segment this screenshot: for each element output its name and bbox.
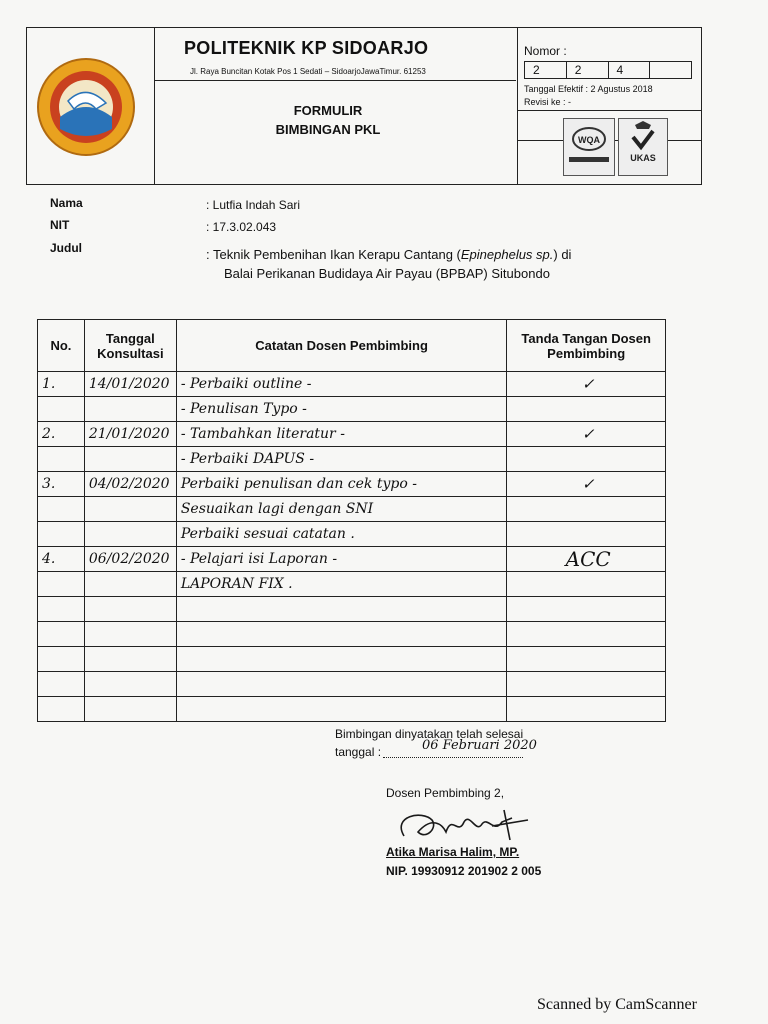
- row-note: Perbaiki penulisan dan cek typo -: [176, 472, 507, 497]
- ukas-cert-label: UKAS: [630, 153, 656, 163]
- form-title: FORMULIR: [293, 103, 363, 118]
- effective-date: Tanggal Efektif : 2 Agustus 2018: [524, 84, 653, 94]
- row-date: [84, 697, 176, 722]
- row-signature: ✓: [507, 472, 666, 497]
- table-row: [38, 447, 666, 472]
- row-number: [38, 697, 85, 722]
- nomor-digit: 4: [609, 62, 651, 78]
- row-note: - Penulisan Typo -: [176, 397, 507, 422]
- table-row: [38, 572, 666, 597]
- judul-line1: [206, 247, 571, 262]
- row-number: 3.: [38, 472, 85, 497]
- row-note: [176, 597, 507, 622]
- row-note: Sesuaikan lagi dengan SNI: [176, 497, 507, 522]
- completion-date: 06 Februari 2020: [422, 738, 537, 753]
- revision: Revisi ke : -: [524, 97, 572, 107]
- scanner-watermark: Scanned by CamScanner: [537, 996, 697, 1013]
- ukas-certification-logo: [618, 118, 668, 176]
- row-note: - Perbaiki outline -: [176, 372, 507, 397]
- row-signature: [507, 397, 666, 422]
- row-signature: [507, 497, 666, 522]
- row-signature: [507, 697, 666, 722]
- row-date: [84, 397, 176, 422]
- judul-text: : Teknik Pembenihan Ikan Kerapu Cantang (: [206, 247, 461, 262]
- row-note: LAPORAN FIX .: [176, 572, 507, 597]
- row-signature: ✓: [507, 422, 666, 447]
- row-date: [84, 647, 176, 672]
- nama-label: Nama: [50, 196, 83, 210]
- row-date: [84, 622, 176, 647]
- completion-statement: Bimbingan dinyatakan telah selesai: [335, 727, 524, 741]
- row-date: [84, 672, 176, 697]
- row-signature: ACC: [507, 547, 666, 572]
- col-header-catatan: Catatan Dosen Pembimbing: [176, 320, 507, 372]
- institution-address: Jl. Raya Buncitan Kotak Pos 1 Sedati – SidoarjoJawaTimur. 61253: [190, 67, 426, 76]
- table-row: [38, 422, 666, 447]
- supervisor-name: Atika Marisa Halim, MP.: [386, 845, 520, 859]
- date-label: tanggal :: [335, 745, 382, 759]
- table-row: [38, 647, 666, 672]
- consultation-table: [37, 319, 666, 722]
- row-date: 04/02/2020: [84, 472, 176, 497]
- row-note: - Perbaiki DAPUS -: [176, 447, 507, 472]
- row-number: [38, 397, 85, 422]
- row-number: [38, 622, 85, 647]
- row-number: 4.: [38, 547, 85, 572]
- row-signature: [507, 647, 666, 672]
- nomor-digit: 2: [525, 62, 567, 78]
- form-subtitle: BIMBINGAN PKL: [275, 122, 381, 137]
- dosen-label: Dosen Pembimbing 2,: [386, 786, 505, 800]
- nomor-label: Nomor :: [524, 44, 567, 58]
- row-date: [84, 522, 176, 547]
- institution-name: POLITEKNIK KP SIDOARJO: [184, 38, 429, 58]
- row-date: [84, 447, 176, 472]
- row-signature: ✓: [507, 372, 666, 397]
- row-note: [176, 647, 507, 672]
- table-row: [38, 497, 666, 522]
- judul-label: Judul: [50, 241, 82, 255]
- row-signature: [507, 447, 666, 472]
- row-note: - Pelajari isi Laporan -: [176, 547, 507, 572]
- table-header-row: [38, 320, 666, 372]
- wqa-cert-label: WQA: [578, 135, 600, 145]
- row-date: [84, 497, 176, 522]
- row-number: 2.: [38, 422, 85, 447]
- table-row: [38, 547, 666, 572]
- wqa-certification-logo: [563, 118, 615, 176]
- judul-line2: Balai Perikanan Budidaya Air Payau (BPBAP) Situbondo: [224, 266, 550, 281]
- row-date: 21/01/2020: [84, 422, 176, 447]
- col-header-no: No.: [38, 320, 85, 372]
- row-note: Perbaiki sesuai catatan .: [176, 522, 507, 547]
- row-number: [38, 572, 85, 597]
- col-header-tanggal: Tanggal Konsultasi: [84, 320, 176, 372]
- row-number: [38, 597, 85, 622]
- row-signature: [507, 522, 666, 547]
- supervisor-signature: [392, 806, 542, 846]
- row-date: [84, 597, 176, 622]
- row-date: [84, 572, 176, 597]
- nit-label: NIT: [50, 218, 70, 232]
- row-number: [38, 647, 85, 672]
- table-row: [38, 622, 666, 647]
- table-row: [38, 397, 666, 422]
- supervisor-nip: NIP. 19930912 201902 2 005: [386, 864, 542, 878]
- table-row: [38, 672, 666, 697]
- nit-value: : 17.3.02.043: [206, 220, 277, 234]
- row-number: [38, 497, 85, 522]
- row-note: - Tambahkan literatur -: [176, 422, 507, 447]
- table-row: [38, 522, 666, 547]
- row-date: 14/01/2020: [84, 372, 176, 397]
- row-number: [38, 522, 85, 547]
- row-signature: [507, 672, 666, 697]
- species-name: Epinephelus sp.: [460, 247, 554, 262]
- row-signature: [507, 597, 666, 622]
- row-number: 1.: [38, 372, 85, 397]
- row-date: 06/02/2020: [84, 547, 176, 572]
- row-note: [176, 697, 507, 722]
- row-number: [38, 447, 85, 472]
- row-signature: [507, 622, 666, 647]
- judul-text: ) di: [553, 247, 572, 262]
- row-number: [38, 672, 85, 697]
- table-row: [38, 372, 666, 397]
- col-header-ttd: Tanda Tangan Dosen Pembimbing: [507, 320, 666, 372]
- row-signature: [507, 572, 666, 597]
- row-note: [176, 672, 507, 697]
- nomor-digit: 2: [567, 62, 609, 78]
- nomor-digit: [650, 62, 691, 78]
- table-row: [38, 472, 666, 497]
- row-note: [176, 622, 507, 647]
- nomor-digits: [524, 61, 692, 79]
- nama-value: : Lutfia Indah Sari: [206, 198, 301, 212]
- table-row: [38, 697, 666, 722]
- table-row: [38, 597, 666, 622]
